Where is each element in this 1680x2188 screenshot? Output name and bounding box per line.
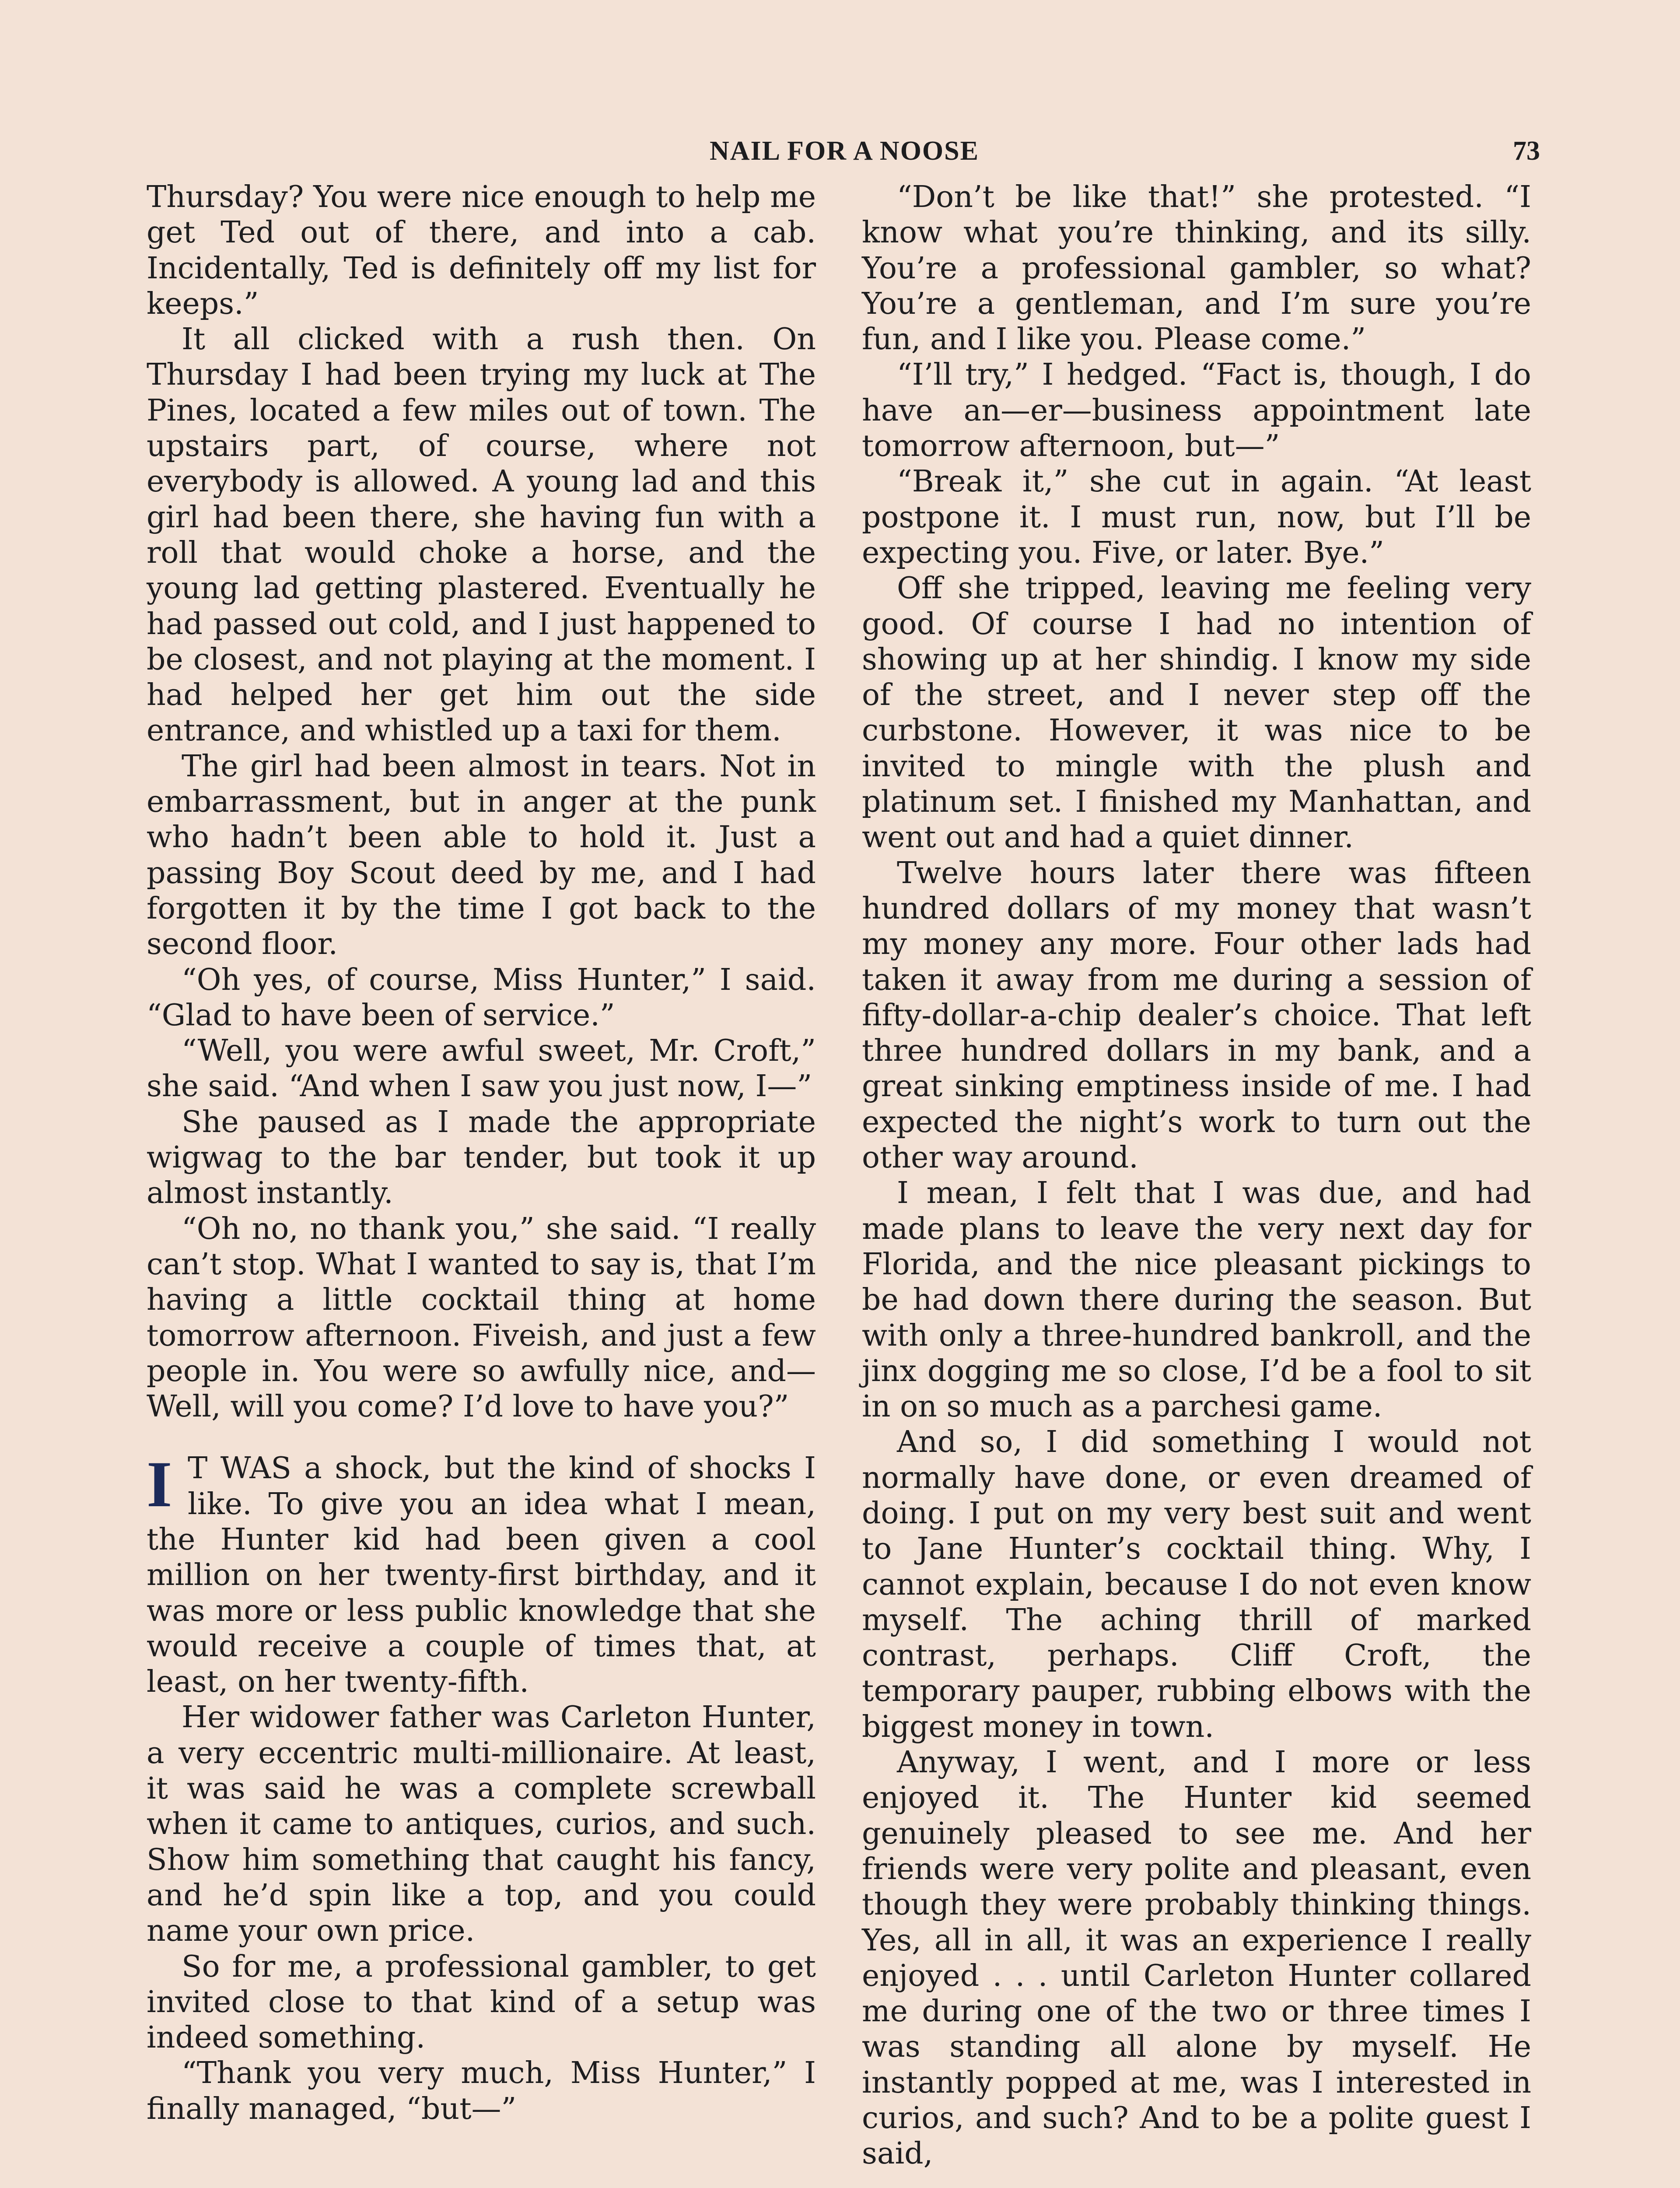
paragraph: “I’ll try,” I hedged. “Fact is, though, I do have an—er—business appointment late tomorrow afternoon, but—” bbox=[862, 358, 1531, 464]
page-title: NAIL FOR A NOOSE bbox=[710, 136, 979, 166]
paragraph-text: T WAS a shock, but the kind of shocks I like. To give you an idea what I mean, the Hunter kid had been given a cool million on her twenty-first birthday, and it was more or less public knowledge that she would receive a couple of times that, at least, on her twenty-fifth. bbox=[147, 1451, 816, 1700]
left-column bbox=[147, 179, 816, 2127]
paragraph: She paused as I made the appropriate wigwag to the bar tender, but took it up almost instantly. bbox=[147, 1105, 816, 1211]
paragraph: “Oh no, no thank you,” she said. “I really can’t stop. What I wanted to say is, that I’m having a little cocktail thing at home tomorrow afternoon. Fiveish, and just a few people in. You were so awfully nice, and—Well, will you come? I’d love to have you?” bbox=[147, 1211, 816, 1424]
paragraph: And so, I did something I would not normally have done, or even dreamed of doing. I put on my very best suit and went to Jane Hunter’s cocktail thing. Why, I cannot explain, because I do not even know myself. The aching thrill of marked contrast, perhaps. Cliff Croft, the temporary pauper, rubbing elbows with the biggest money in town. bbox=[862, 1425, 1531, 1744]
page-number: 73 bbox=[1513, 136, 1540, 166]
paragraph: “Well, you were awful sweet, Mr. Croft,” she said. “And when I saw you just now, I—” bbox=[147, 1034, 816, 1104]
drop-cap: I bbox=[147, 1448, 172, 1521]
paragraph: I mean, I felt that I was due, and had made plans to leave the very next day for Florida, and the nice pleasant pickings to be had down there during the season. But with only a three-hundred bankroll, and the jinx dogging me so close, I’d be a fool to sit in on so much as a parchesi game. bbox=[862, 1176, 1531, 1424]
paragraph: Her widower father was Carleton Hunter, a very eccentric multi-millionaire. At least, it was said he was a complete screwball when it came to antiques, curios, and such. Show him something that caught his fancy, and he’d spin like a top, and you could name your own price. bbox=[147, 1700, 816, 1949]
right-column bbox=[862, 179, 1531, 2172]
paragraph: “Thank you very much, Miss Hunter,” I finally managed, “but—” bbox=[147, 2056, 816, 2126]
paragraph: Anyway, I went, and I more or less enjoyed it. The Hunter kid seemed genuinely pleased to see me. And her friends were very polite and pleasant, even though they were probably thinking things. Yes, all in all, it was an experience I really enjoyed . . . until Carleton Hunter collared me during one of the two or three times I was standing all alone by myself. He instantly popped at me, was I interested in curios, and such? And to be a polite guest I said, bbox=[862, 1745, 1531, 2171]
paragraph: Twelve hours later there was fifteen hundred dollars of my money that wasn’t my money any more. Four other lads had taken it away from me during a session of fifty-dollar-a-chip dealer’s choice. That left three hundred dollars in my bank, and a great sinking emptiness inside of me. I had expected the night’s work to turn out the other way around. bbox=[862, 856, 1531, 1175]
section-opening-paragraph bbox=[147, 1448, 816, 1700]
paragraph: It all clicked with a rush then. On Thursday I had been trying my luck at The Pines, located a few miles out of town. The upstairs part, of course, where not everybody is allowed. A young lad and this girl had been there, she having fun with a roll that would choke a horse, and the young lad getting plastered. Eventually he had passed out cold, and I just happened to be closest, and not playing at the moment. I had helped her get him out the side entrance, and whistled up a taxi for them. bbox=[147, 322, 816, 748]
paragraph: “Oh yes, of course, Miss Hunter,” I said. “Glad to have been of service.” bbox=[147, 962, 816, 1033]
paragraph: Thursday? You were nice enough to help me get Ted out of there, and into a cab. Incidentally, Ted is definitely off my list for keeps.” bbox=[147, 180, 816, 321]
paragraph: “Don’t be like that!” she protested. “I know what you’re thinking, and its silly. You’re a professional gambler, so what? You’re a gentleman, and I’m sure you’re fun, and I like you. Please come.” bbox=[862, 180, 1531, 357]
paragraph: The girl had been almost in tears. Not in embarrassment, but in anger at the punk who hadn’t been able to hold it. Just a passing Boy Scout deed by me, and I had forgotten it by the time I got back to the second floor. bbox=[147, 749, 816, 962]
paragraph: So for me, a professional gambler, to get invited close to that kind of a setup was indeed something. bbox=[147, 1949, 816, 2055]
running-header bbox=[149, 131, 1540, 179]
paragraph: “Break it,” she cut in again. “At least postpone it. I must run, now, but I’ll be expecting you. Five, or later. Bye.” bbox=[862, 464, 1531, 570]
paragraph: Off she tripped, leaving me feeling very good. Of course I had no intention of showing up at her shindig. I know my side of the street, and I never step off the curbstone. However, it was nice to be invited to mingle with the plush and platinum set. I finished my Manhattan, and went out and had a quiet dinner. bbox=[862, 571, 1531, 855]
